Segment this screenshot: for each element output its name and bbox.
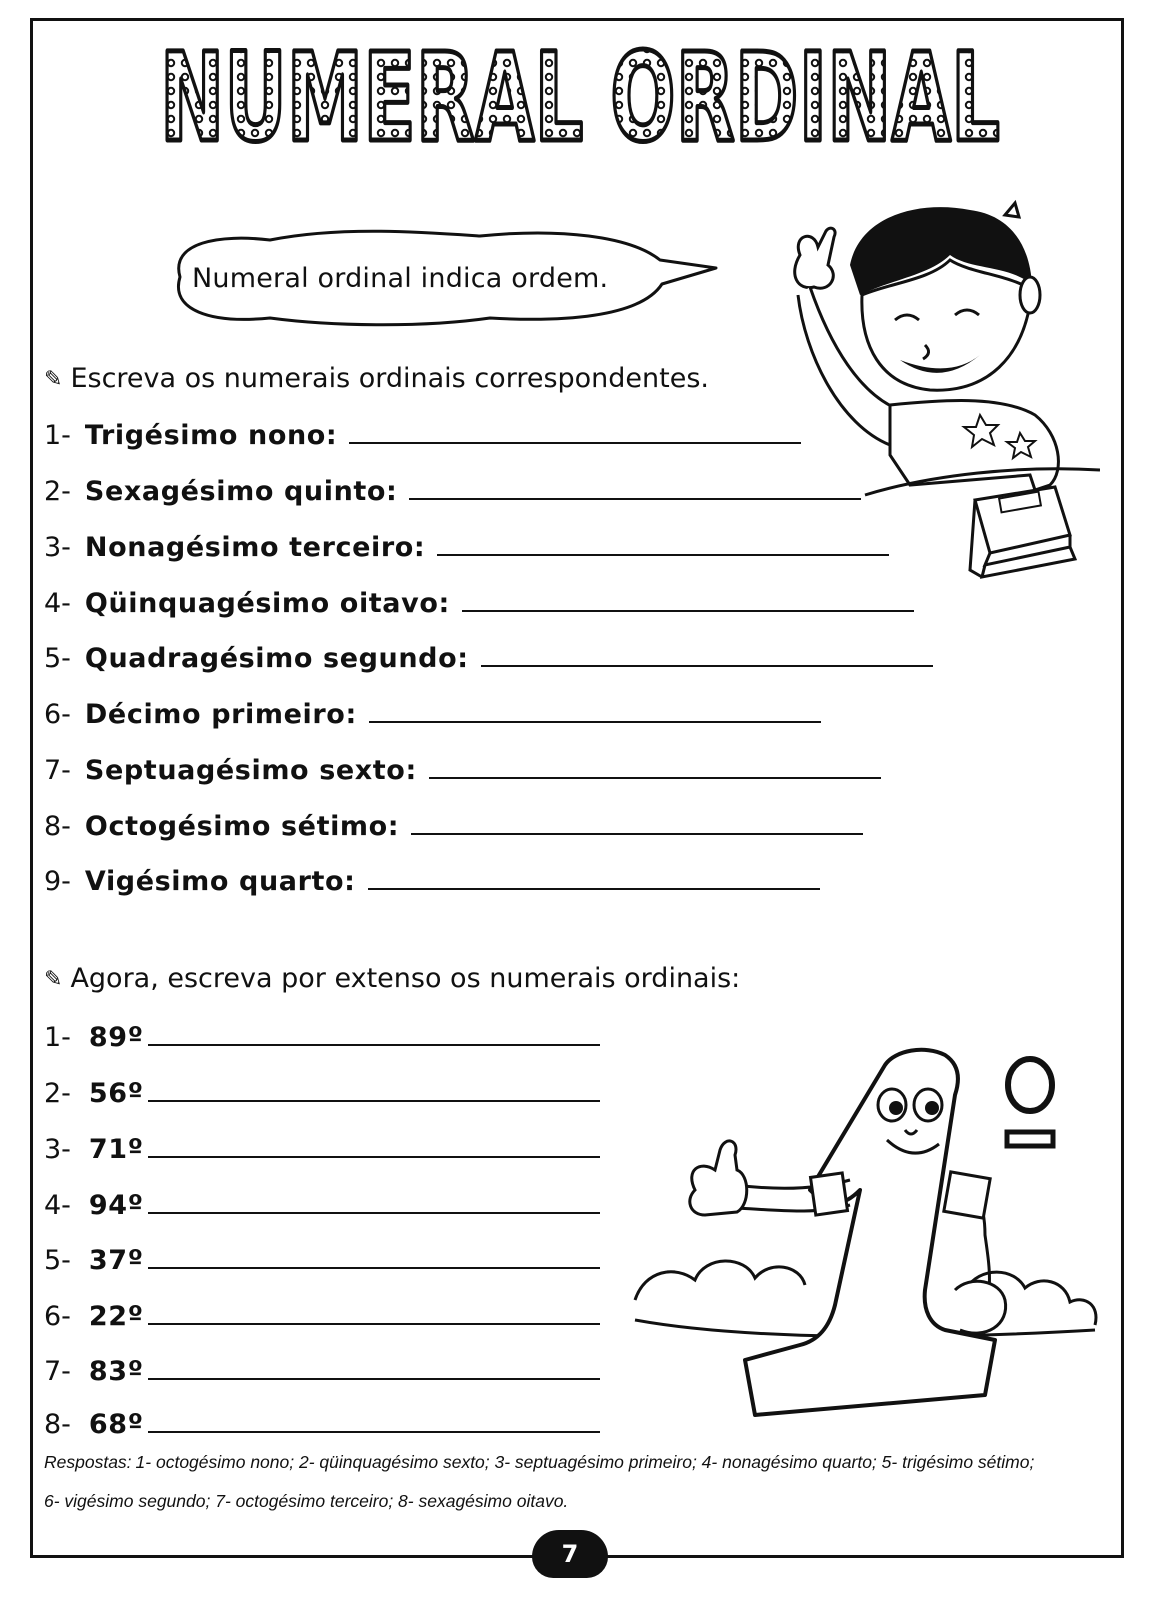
instruction-1 — [44, 363, 709, 394]
list-item — [44, 811, 863, 842]
item-label: 89º — [88, 1022, 144, 1053]
item-number: 5- — [44, 643, 71, 674]
item-label: 71º — [88, 1134, 144, 1165]
list-item — [44, 476, 861, 507]
item-number: 8- — [44, 811, 71, 842]
list-item — [44, 1409, 600, 1440]
list-item — [44, 643, 933, 674]
item-number: 7- — [44, 1356, 71, 1387]
answers-footnote — [44, 1443, 1044, 1521]
item-label: Nonagésimo terceiro: — [84, 532, 426, 563]
list-item — [44, 1245, 600, 1276]
item-label: 83º — [88, 1356, 144, 1387]
item-number: 4- — [44, 588, 71, 619]
item-label: 22º — [88, 1301, 144, 1332]
item-label: Décimo primeiro: — [84, 699, 357, 730]
item-label: Quadragésimo segundo: — [84, 643, 469, 674]
answers-text: 1- octogésimo nono; 2- qüinquagésimo sexto; 3- septuagésimo primeiro; 4- nonagésimo quarto; 5- trigésimo sétimo; 6- vigésimo segundo; 7- octogésimo terceiro; 8- sexagésimo oitavo. — [44, 1452, 1035, 1511]
pencil-icon: ✎ — [44, 967, 63, 992]
answer-line[interactable] — [409, 498, 861, 500]
item-number: 3- — [44, 1134, 71, 1165]
list-item — [44, 1301, 600, 1332]
answer-line[interactable] — [148, 1378, 600, 1380]
list-item — [44, 1078, 600, 1109]
item-label: Octogésimo sétimo: — [84, 811, 400, 842]
answer-line[interactable] — [148, 1100, 600, 1102]
item-number: 8- — [44, 1409, 71, 1440]
item-label: 56º — [88, 1078, 144, 1109]
answer-line[interactable] — [462, 610, 914, 612]
answer-line[interactable] — [429, 777, 881, 779]
answer-line[interactable] — [148, 1267, 600, 1269]
page-number: 7 — [532, 1530, 608, 1578]
list-item — [44, 1022, 600, 1053]
number-one-mascot — [625, 1040, 1105, 1430]
item-number: 1- — [44, 1022, 71, 1053]
item-label: Septuagésimo sexto: — [84, 755, 417, 786]
answer-line[interactable] — [148, 1431, 600, 1433]
answer-line[interactable] — [481, 665, 933, 667]
answer-line[interactable] — [148, 1212, 600, 1214]
answer-line[interactable] — [369, 721, 821, 723]
item-number: 7- — [44, 755, 71, 786]
item-number: 5- — [44, 1245, 71, 1276]
list-item — [44, 866, 820, 897]
item-label: 68º — [88, 1409, 144, 1440]
list-item — [44, 1190, 600, 1221]
instruction-1-text: Escreva os numerais ordinais correspondentes. — [70, 363, 709, 394]
item-number: 9- — [44, 866, 71, 897]
answer-line[interactable] — [368, 888, 820, 890]
title-text: NUMERAL ORDINAL — [160, 28, 1001, 158]
item-label: Vigésimo quarto: — [84, 866, 356, 897]
page-title — [150, 28, 1010, 158]
item-number: 1- — [44, 420, 71, 451]
instruction-2-text: Agora, escreva por extenso os numerais ordinais: — [70, 963, 741, 994]
item-number: 2- — [44, 476, 71, 507]
item-number: 6- — [44, 1301, 71, 1332]
answers-label: Respostas: — [44, 1452, 132, 1472]
answer-line[interactable] — [148, 1044, 600, 1046]
answer-line[interactable] — [437, 554, 889, 556]
item-number: 3- — [44, 532, 71, 563]
list-item — [44, 699, 821, 730]
bubble-text: Numeral ordinal indica ordem. — [192, 263, 609, 294]
item-number: 2- — [44, 1078, 71, 1109]
item-number: 6- — [44, 699, 71, 730]
item-label: Qüinquagésimo oitavo: — [84, 588, 450, 619]
answer-line[interactable] — [148, 1156, 600, 1158]
instruction-2 — [44, 963, 740, 994]
list-item — [44, 420, 801, 451]
list-item — [44, 1356, 600, 1387]
item-label: 37º — [88, 1245, 144, 1276]
item-number: 4- — [44, 1190, 71, 1221]
list-item — [44, 1134, 600, 1165]
pencil-icon: ✎ — [44, 367, 63, 392]
answer-line[interactable] — [411, 833, 863, 835]
item-label: Trigésimo nono: — [84, 420, 338, 451]
list-item — [44, 755, 881, 786]
answer-line[interactable] — [349, 442, 801, 444]
answer-line[interactable] — [148, 1323, 600, 1325]
item-label: 94º — [88, 1190, 144, 1221]
list-item — [44, 588, 914, 619]
item-label: Sexagésimo quinto: — [84, 476, 398, 507]
list-item — [44, 532, 889, 563]
